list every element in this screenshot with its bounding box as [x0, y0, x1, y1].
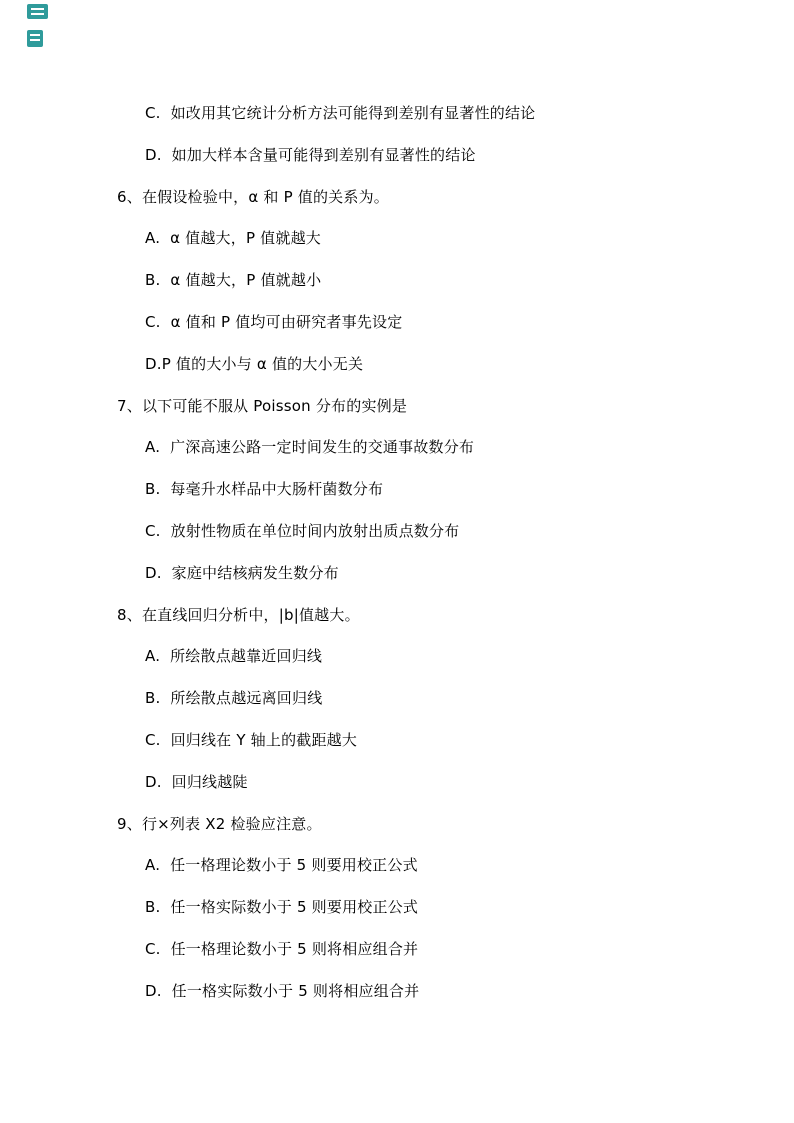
exam-text-block [0, 105, 794, 1025]
q6-option-a: A. α 值越大，P 值就越大 [145, 229, 321, 248]
corner-watermark [27, 4, 51, 47]
q9-option-a: A. 任一格理论数小于 5 则要用校正公式 [145, 856, 418, 875]
q9-stem: 9、行×列表 Χ2 检验应注意。 [117, 814, 322, 833]
q7-option-c: C. 放射性物质在单位时间内放射出质点数分布 [145, 521, 460, 540]
q8-option-d: D. 回归线越陡 [145, 772, 248, 791]
q7-option-b: B. 每毫升水样品中大肠杆菌数分布 [145, 480, 384, 499]
q7-option-d: D. 家庭中结核病发生数分布 [145, 563, 339, 582]
teal-badge-icon [27, 4, 48, 19]
q5-option-c: C. 如改用其它统计分析方法可能得到差别有显著性的结论 [145, 104, 536, 122]
q8-option-c: C. 回归线在 Y 轴上的截距越大 [145, 730, 358, 749]
q6-option-d: D.P 值的大小与 α 值的大小无关 [145, 354, 364, 373]
q6-stem: 6、在假设检验中，α 和 P 值的关系为。 [117, 187, 389, 206]
teal-glyph-icon [27, 30, 43, 47]
q9-option-d: D. 任一格实际数小于 5 则将相应组合并 [145, 981, 420, 1000]
q8-option-a: A. 所绘散点越靠近回归线 [145, 647, 323, 666]
q9-option-c: C. 任一格理论数小于 5 则将相应组合并 [145, 939, 419, 958]
q5-option-d: D. 如加大样本含量可能得到差别有显著性的结论 [145, 145, 476, 164]
q7-option-a: A. 广深高速公路一定时间发生的交通事故数分布 [145, 438, 475, 457]
q9-option-b: B. 任一格实际数小于 5 则要用校正公式 [145, 898, 419, 917]
q6-option-c: C. α 值和 P 值均可由研究者事先设定 [145, 312, 403, 331]
q8-option-b: B. 所绘散点越远离回归线 [145, 689, 323, 708]
q6-option-b: B. α 值越大，P 值就越小 [145, 271, 322, 290]
q8-stem: 8、在直线回归分析中，|b|值越大。 [117, 605, 360, 624]
q7-stem: 7、以下可能不服从 Poisson 分布的实例是 [117, 396, 408, 415]
